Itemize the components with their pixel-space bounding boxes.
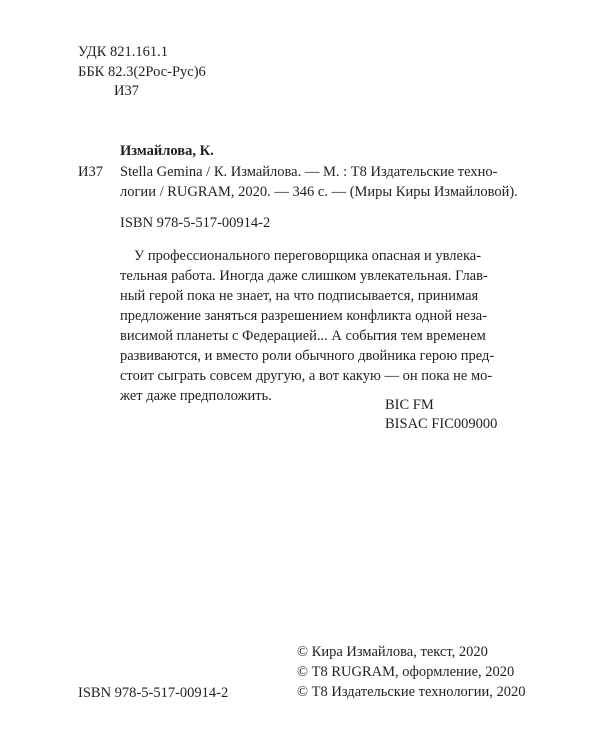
bisac-code: BISAC FIC009000 [385, 416, 498, 432]
bbk-code: ББК 82.3(2Рос-Рус)6 [78, 64, 206, 80]
copyright-line: © Т8 Издательские технологии, 2020 [297, 684, 526, 700]
catalog-author-sign: И37 [78, 164, 103, 180]
annotation-line: У профессионального переговорщика опасная и увлека- [134, 248, 482, 264]
annotation-line: развиваются, и вместо роли обычного двойника герою пред- [120, 348, 495, 364]
annotation-line: ный герой пока не знает, на что подписывается, принимая [120, 288, 479, 304]
udk-code: УДК 821.161.1 [78, 44, 168, 60]
bibliographic-description-line: Stella Gemina / К. Измайлова. — М. : Т8 Издательские техно- [120, 164, 498, 180]
bic-code: BIC FM [385, 397, 434, 413]
annotation-line: тельная работа. Иногда даже слишком увлекательная. Глав- [120, 268, 488, 284]
author-sign-code: И37 [114, 83, 139, 99]
annotation-line: стоит сыграть совсем другую, а вот какую — он пока не мо- [120, 368, 493, 384]
footer-isbn: ISBN 978-5-517-00914-2 [78, 685, 229, 701]
annotation-line: жет даже предположить. [120, 388, 272, 404]
bibliographic-description-line: логии / RUGRAM, 2020. — 346 с. — (Миры Киры Измайловой). [120, 184, 518, 200]
copyright-line: © Кира Измайлова, текст, 2020 [297, 644, 488, 660]
annotation-line: предложение заняться разрешением конфликта одной неза- [120, 308, 488, 324]
catalog-author: Измайлова, К. [120, 143, 214, 159]
catalog-isbn: ISBN 978-5-517-00914-2 [120, 215, 271, 231]
annotation-line: висимой планеты с Федерацией... А события тем временем [120, 328, 486, 344]
copyright-line: © Т8 RUGRAM, оформление, 2020 [297, 664, 515, 680]
